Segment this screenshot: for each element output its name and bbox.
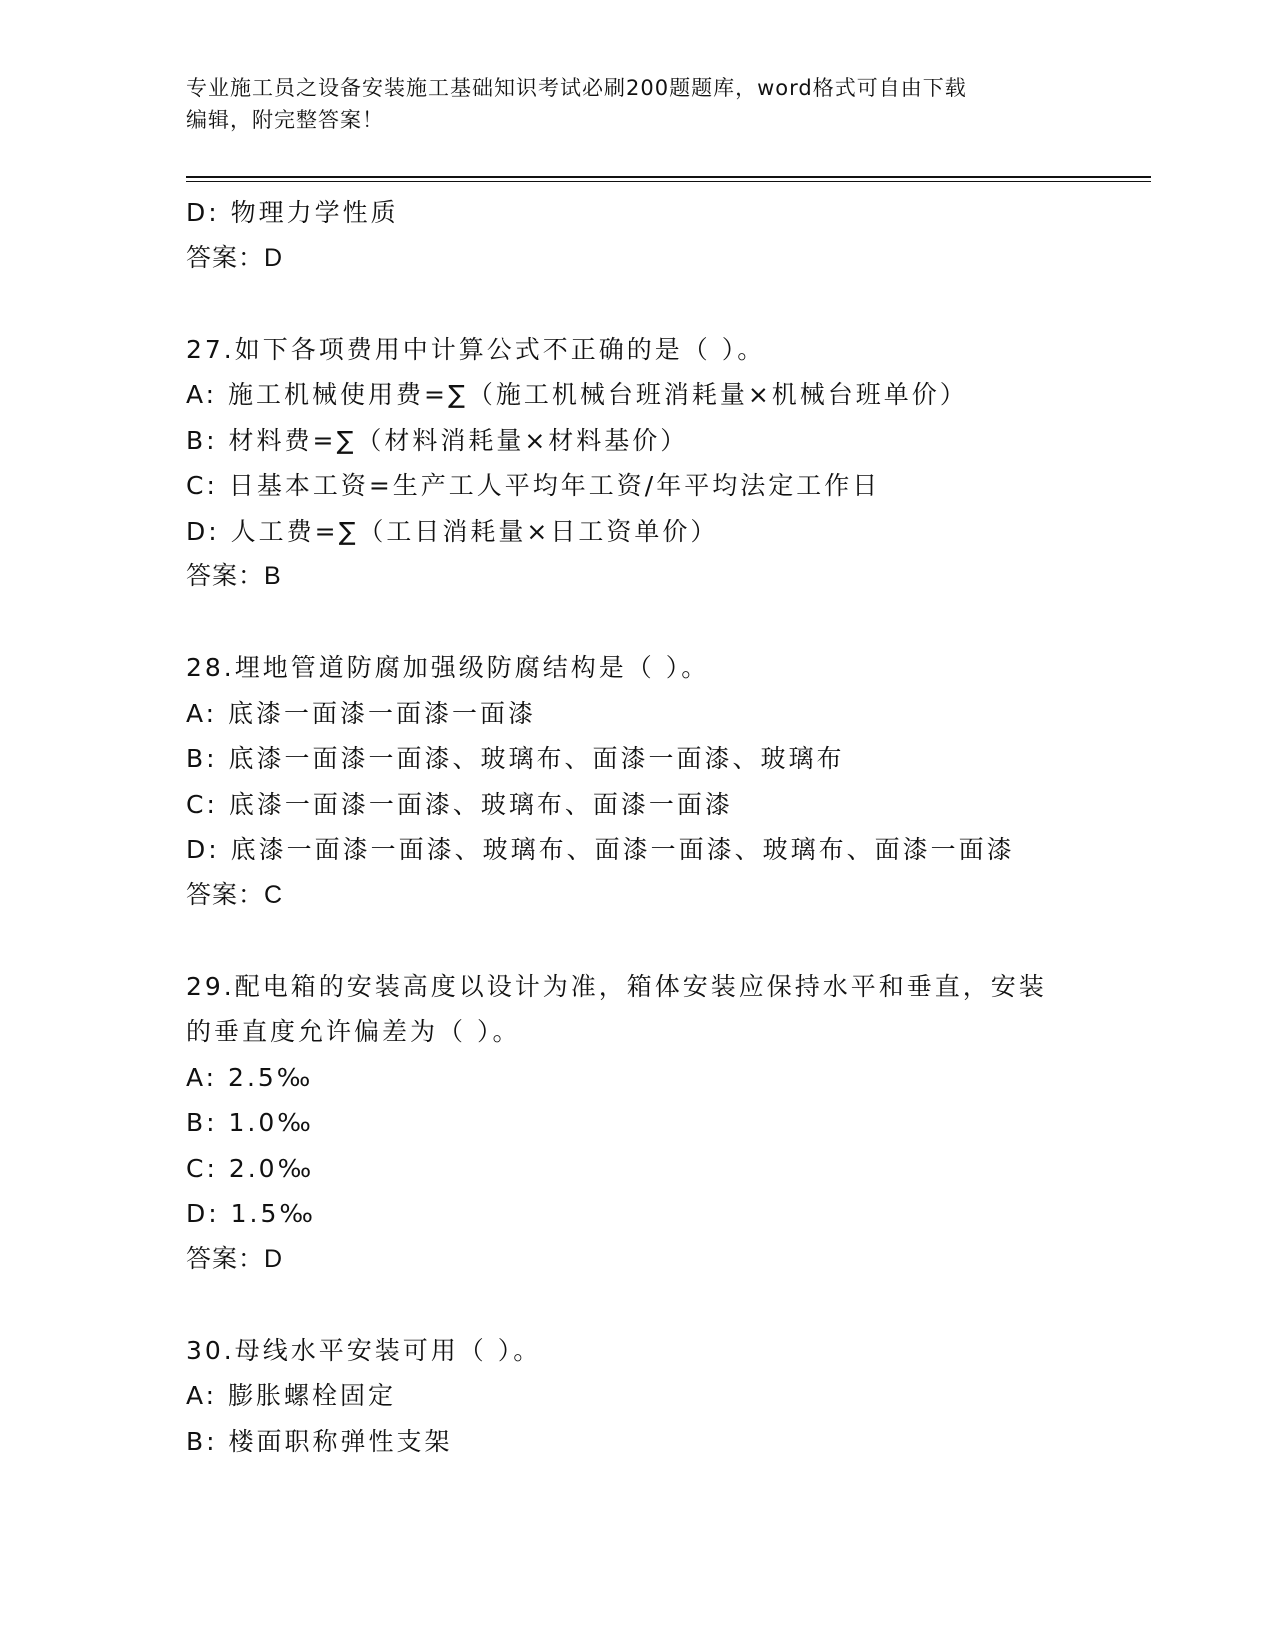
q27-option-b: B: 材料费=∑（材料消耗量×材料基价） bbox=[186, 425, 689, 455]
spacer bbox=[186, 918, 1151, 964]
q29-option-b: B: 1.0‰ bbox=[186, 1108, 314, 1137]
q28-option-b: B: 底漆一面漆一面漆、玻璃布、面漆一面漆、玻璃布 bbox=[186, 744, 845, 773]
q28-option-d: D: 底漆一面漆一面漆、玻璃布、面漆一面漆、玻璃布、面漆一面漆 bbox=[186, 835, 1015, 864]
q28-answer: 答案：C bbox=[186, 880, 284, 909]
q30-question: 30.母线水平安装可用（ ）。 bbox=[186, 1335, 542, 1365]
q30-option-a: A: 膨胀螺栓固定 bbox=[186, 1381, 397, 1410]
prev-answer: 答案：D bbox=[186, 243, 284, 272]
spacer bbox=[186, 1282, 1151, 1328]
question-list bbox=[186, 190, 1151, 1464]
q28-option-c: C: 底漆一面漆一面漆、玻璃布、面漆一面漆 bbox=[186, 789, 733, 819]
q27-option-c: C: 日基本工资=生产工人平均年工资/年平均法定工作日 bbox=[186, 471, 881, 500]
q27-question: 27.如下各项费用中计算公式不正确的是（ ）。 bbox=[186, 334, 766, 364]
q27-answer: 答案：B bbox=[186, 562, 282, 590]
header-title-line-2: 编辑，附完整答案！ bbox=[186, 108, 384, 132]
q29-answer: 答案：D bbox=[186, 1244, 284, 1273]
header-title-line-1: 专业施工员之设备安装施工基础知识考试必刷200题题库，word格式可自由下载 bbox=[186, 76, 967, 100]
q29-question-line-2: 的垂直度允许偏差为（ ）。 bbox=[186, 1017, 521, 1046]
prev-option-d: D: 物理力学性质 bbox=[186, 198, 399, 227]
q29-option-c: C: 2.0‰ bbox=[186, 1153, 315, 1183]
q29-question-line-1: 29.配电箱的安装高度以设计为准，箱体安装应保持水平和垂直，安装 bbox=[186, 971, 1047, 1001]
q29-option-a: A: 2.5‰ bbox=[186, 1062, 314, 1092]
document-header bbox=[186, 72, 1066, 136]
q27-option-a: A: 施工机械使用费=∑（施工机械台班消耗量×机械台班单价） bbox=[186, 380, 968, 409]
q28-question: 28.埋地管道防腐加强级防腐结构是（ ）。 bbox=[186, 653, 710, 682]
q29-option-d: D: 1.5‰ bbox=[186, 1199, 316, 1228]
header-divider-thin bbox=[186, 181, 1151, 182]
header-divider-thick bbox=[186, 176, 1151, 178]
spacer bbox=[186, 600, 1151, 646]
q30-option-b: B: 楼面职称弹性支架 bbox=[186, 1426, 453, 1456]
q28-option-a: A: 底漆一面漆一面漆一面漆 bbox=[186, 698, 537, 728]
q27-option-d: D: 人工费=∑（工日消耗量×日工资单价） bbox=[186, 516, 719, 546]
spacer bbox=[186, 281, 1151, 327]
